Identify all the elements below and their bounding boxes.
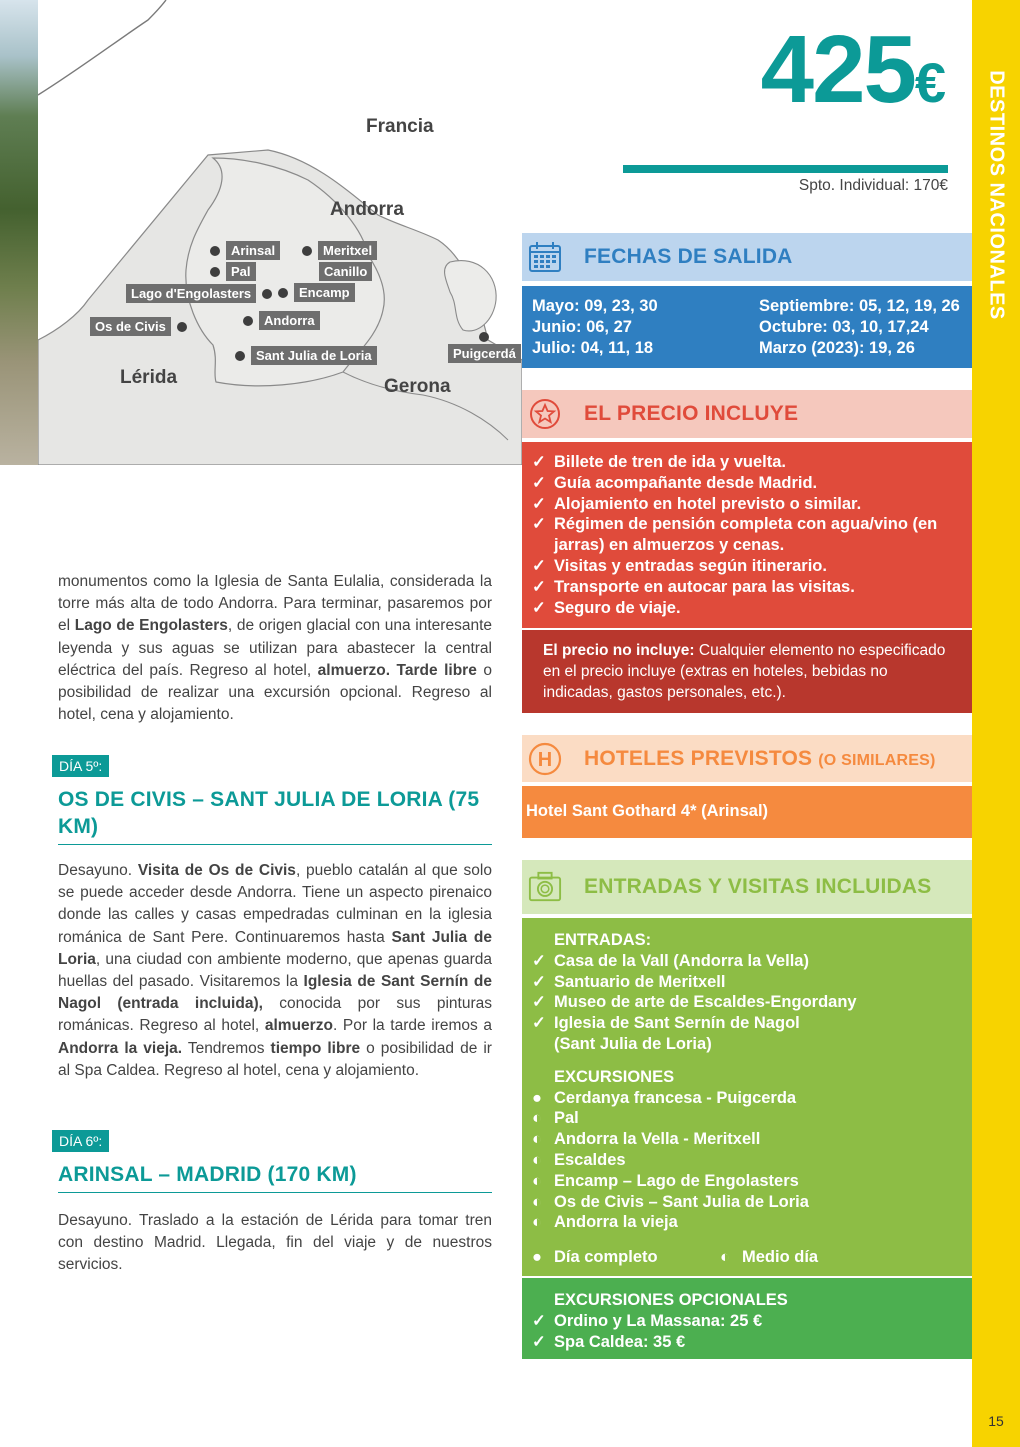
incluye-item: ✓ Guía acompañante desde Madrid. xyxy=(532,473,818,492)
price-underline xyxy=(623,165,948,173)
fecha-item: Mayo: 09, 23, 30 xyxy=(532,297,658,315)
legend-half-day: ◐ Medio día xyxy=(720,1248,819,1267)
day-5-title: OS DE CIVIS – SANT JULIA DE LORIA (75 KM) xyxy=(58,786,492,845)
excursiones-label: EXCURSIONES xyxy=(554,1067,675,1086)
price xyxy=(760,16,946,133)
andorra-map xyxy=(38,0,522,465)
day-6-title: ARINSAL – MADRID (170 KM) xyxy=(58,1161,492,1193)
excursion-item: ◐ Os de Civis – Sant Julia de Loria xyxy=(532,1192,809,1211)
map-pin-os-de-civis: Os de Civis xyxy=(90,317,187,336)
fechas-title: FECHAS DE SALIDA xyxy=(584,245,793,268)
intro-paragraph: monumentos como la Iglesia de Santa Eulalia, considerada la torre más alta de todo Andorra. Para terminar, pasaremos por el Lago de Engolasters, de origen glacial con una interesante leyenda y sus aguas se utilizan para abastecer la central eléctrica del país. Regreso al hotel, almuerzo. Tarde libre o posibilidad de realizar una excursión opcional. Regreso al hotel, cena y alojamiento. xyxy=(58,573,492,724)
entradas-body xyxy=(522,918,972,1276)
excursion-item: ◐ Encamp – Lago de Engolasters xyxy=(532,1171,799,1190)
map-pin-arinsal: Arinsal xyxy=(210,241,280,260)
excursion-item: ◐ Andorra la vieja xyxy=(532,1213,678,1232)
map-pin-lago-engolasters: Lago d'Engolasters xyxy=(126,284,272,303)
star-badge-icon xyxy=(528,397,562,431)
day-6-paragraph: Desayuno. Traslado a la estación de Lérida para tomar tren con destino Madrid. Llegada, fin del viaje y de nuestros servicios. xyxy=(58,1212,492,1274)
day-5-tag: DÍA 5º: xyxy=(52,755,109,777)
incluye-title: EL PRECIO INCLUYE xyxy=(584,402,799,425)
hotel-h-icon xyxy=(528,742,562,776)
opcionales-title: EXCURSIONES OPCIONALES xyxy=(554,1291,788,1309)
svg-text:H: H xyxy=(537,748,553,771)
fecha-item: Marzo (2023): 19, 26 xyxy=(759,338,915,357)
price-currency: € xyxy=(914,51,946,114)
calendar-icon xyxy=(528,240,562,274)
excursion-item: ◐ Escaldes xyxy=(532,1150,626,1169)
fechas-col-right xyxy=(759,296,960,358)
excursion-legend xyxy=(532,1247,962,1268)
no-incluye-label: El precio no incluye: xyxy=(543,642,695,659)
day-5-paragraph: Desayuno. Visita de Os de Civis, pueblo catalán al que solo se puede acceder desde Andorra. Tiene un aspecto pirenaico donde las calles y casas empedradas culminan en la iglesia románica de Sant Pere. Continuaremos hasta Sant Julia de Loria, una ciudad con ambiente moderno, que apenas guarda huellas del pasado. Visitaremos la Iglesia de Sant Sernín de Nagol (entrada incluida), conocida por sus pinturas románicas. Regreso al hotel, almuerzo. Por la tarde iremos a Andorra la vieja. Tendremos tiempo libre o posibilidad de ir al Spa Caldea. Regreso al hotel, cena y alojamiento. xyxy=(58,862,492,1079)
map-pin-meritxel: Meritxel xyxy=(302,241,377,260)
incluye-item: ✓ Visitas y entradas según itinerario. xyxy=(532,556,827,575)
day-6-tag: DÍA 6º: xyxy=(52,1130,109,1152)
map-label-francia: Francia xyxy=(366,116,434,137)
incluye-item: ✓ Transporte en autocar para las visitas. xyxy=(532,577,855,596)
entradas-title: ENTRADAS Y VISITAS INCLUIDAS xyxy=(584,875,932,898)
fechas-header xyxy=(522,233,972,281)
map-pin-canillo: Canillo xyxy=(319,262,372,281)
incluye-list xyxy=(522,442,972,628)
incluye-header xyxy=(522,390,972,438)
opcional-item: ✓ Ordino y La Massana: 25 € xyxy=(532,1311,763,1330)
map-pin-sant-julia: Sant Julia de Loria xyxy=(235,346,377,365)
map-pin-andorra: Andorra xyxy=(243,311,320,330)
incluye-item: ✓ Alojamiento en hotel previsto o similar. xyxy=(532,494,862,513)
price-amount: 425 xyxy=(760,16,915,123)
entrada-item: ✓ Santuario de Meritxell xyxy=(532,972,726,991)
hoteles-header xyxy=(522,735,972,782)
legend-full-day: ● Día completo xyxy=(532,1248,658,1267)
fecha-item: Septiembre: 05, 12, 19, 26 xyxy=(759,297,960,315)
single-supplement: Spto. Individual: 170€ xyxy=(798,177,948,194)
page-number: 15 xyxy=(988,1413,1004,1429)
map-label-gerona: Gerona xyxy=(384,376,451,397)
fecha-item: Octubre: 03, 10, 17,24 xyxy=(759,317,929,336)
map-label-andorra: Andorra xyxy=(330,199,404,220)
landscape-photo xyxy=(0,0,38,465)
entrada-item: ✓ Museo de arte de Escaldes-Engordany xyxy=(532,993,857,1012)
hoteles-title: HOTELES PREVISTOS (O SIMILARES) xyxy=(584,746,936,770)
entradas-label: ENTRADAS: xyxy=(554,931,652,949)
side-band-title: DESTINOS NACIONALES xyxy=(985,70,1008,320)
fecha-item: Junio: 06, 27 xyxy=(532,317,632,336)
map-pin-encamp: Encamp xyxy=(278,283,355,302)
opcionales-box xyxy=(522,1278,972,1359)
map-pin-pal: Pal xyxy=(210,262,256,281)
no-incluye-box xyxy=(522,630,972,713)
fechas-col-left xyxy=(532,296,658,358)
incluye-item: ✓ Régimen de pensión completa con agua/vino (en jarras) en almuerzos y cenas. xyxy=(532,515,938,555)
map-pin-puigcerda: Puigcerdá xyxy=(448,332,521,363)
hotel-item: Hotel Sant Gothard 4* (Arinsal) xyxy=(522,786,972,838)
excursion-item: ● Cerdanya francesa - Puigcerda xyxy=(532,1088,797,1107)
map-label-lerida: Lérida xyxy=(120,367,178,388)
entradas-header xyxy=(522,860,972,914)
excursion-item: ◐ Andorra la Vella - Meritxell xyxy=(532,1130,761,1149)
excursion-item: ◐ Pal xyxy=(532,1109,579,1128)
camera-icon xyxy=(528,870,562,904)
incluye-item: ✓ Seguro de viaje. xyxy=(532,598,681,617)
entrada-item: ✓ Iglesia de Sant Sernín de Nagol (Sant Julia de Loria) xyxy=(532,1014,800,1053)
no-incluye-text: Cualquier elemento no especificado en el precio incluye (extras en hoteles, bebidas no indicadas, gastos personales, etc.). xyxy=(543,642,946,701)
fechas-body xyxy=(522,286,972,368)
entrada-item: ✓ Casa de la Vall (Andorra la Vella) xyxy=(532,951,809,970)
fecha-item: Julio: 04, 11, 18 xyxy=(532,338,654,357)
incluye-item: ✓ Billete de tren de ida y vuelta. xyxy=(532,453,786,471)
opcional-item: ✓ Spa Caldea: 35 € xyxy=(532,1332,686,1351)
